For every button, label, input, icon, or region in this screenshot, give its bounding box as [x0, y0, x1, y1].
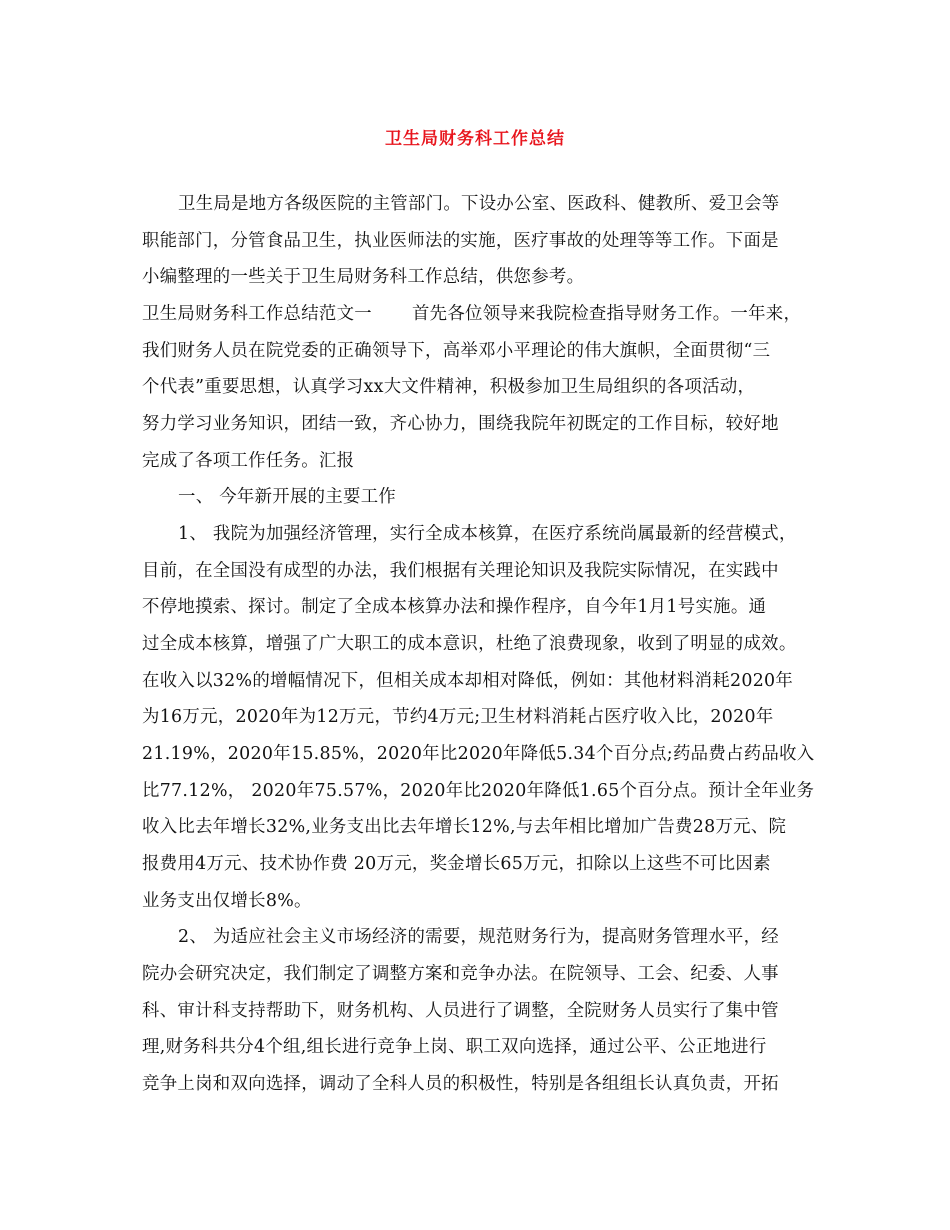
- document-title: 卫生局财务科工作总结: [385, 129, 565, 149]
- paragraph-line: 21.19%，2020年15.85%，2020年比2020年降低5.34个百分点;药品费占药品收入: [142, 744, 815, 764]
- paragraph-line: 业务支出仅增长8%。: [142, 891, 312, 911]
- paragraph-line: 竞争上岗和双向选择，调动了全科人员的积极性，特别是各组组长认真负责，开拓: [142, 1074, 779, 1094]
- section-heading: 一、 今年新开展的主要工作: [178, 487, 397, 507]
- paragraph-line-combined: [142, 302, 822, 326]
- paragraph-line: 不停地摸索、探讨。制定了全成本核算办法和操作程序，自今年1月1号实施。通: [142, 597, 767, 617]
- section-heading: 卫生局财务科工作总结范文一: [142, 304, 372, 324]
- paragraph-line: 比77.12%， 2020年75.57%，2020年比2020年降低1.65个百分点。预计全年业务: [142, 781, 815, 801]
- paragraph-line: 为16万元，2020年为12万元，节约4万元;卫生材料消耗占医疗收入比，2020年: [142, 707, 774, 727]
- paragraph-line: 在收入以32%的增幅情况下，但相关成本却相对降低，例如：其他材料消耗2020年: [142, 671, 794, 691]
- paragraph-line: 收入比去年增长32%,业务支出比去年增长12%,与去年相比增加广告费28万元、院: [142, 817, 787, 837]
- paragraph-line: 过全成本核算，增强了广大职工的成本意识，杜绝了浪费现象，收到了明显的成效。: [142, 634, 797, 654]
- paragraph-line: 2、 为适应社会主义市场经济的需要，规范财务行为，提高财务管理水平，经: [178, 927, 779, 947]
- paragraph-line: 个代表”重要思想，认真学习xx大文件精神，积极参加卫生局组织的各项活动，: [142, 377, 756, 397]
- paragraph-line: 院办会研究决定，我们制定了调整方案和竞争办法。在院领导、工会、纪委、人事: [142, 964, 779, 984]
- paragraph-line: 努力学习业务知识，团结一致，齐心协力，围绕我院年初既定的工作目标，较好地: [142, 414, 779, 434]
- paragraph-line: 我们财务人员在院党委的正确领导下，高举邓小平理论的伟大旗帜，全面贯彻“三: [142, 341, 771, 361]
- paragraph-line: 报费用4万元、技术协作费 20万元，奖金增长65万元，扣除以上这些不可比因素: [142, 854, 771, 874]
- paragraph-line: 科、审计科支持帮助下，财务机构、人员进行了调整，全院财务人员实行了集中管: [142, 1001, 779, 1021]
- paragraph-line: 1、 我院为加强经济管理，实行全成本核算，在医疗系统尚属最新的经营模式，: [178, 524, 797, 544]
- paragraph-line: 目前，在全国没有成型的办法，我们根据有关理论知识及我院实际情况，在实践中: [142, 561, 779, 581]
- paragraph-line: 卫生局是地方各级医院的主管部门。下设办公室、医政科、健教所、爱卫会等: [178, 194, 780, 214]
- paragraph-line: 完成了各项工作任务。汇报: [142, 451, 355, 471]
- paragraph-line: 理,财务科共分4个组,组长进行竞争上岗、职工双向选择，通过公平、公正地进行: [142, 1037, 767, 1057]
- paragraph-line: 职能部门，分管食品卫生，执业医师法的实施，医疗事故的处理等等工作。下面是: [142, 231, 779, 251]
- paragraph-text: 首先各位领导来我院检查指导财务工作。一年来，: [411, 304, 802, 324]
- paragraph-line: 小编整理的一些关于卫生局财务科工作总结，供您参考。: [142, 267, 585, 287]
